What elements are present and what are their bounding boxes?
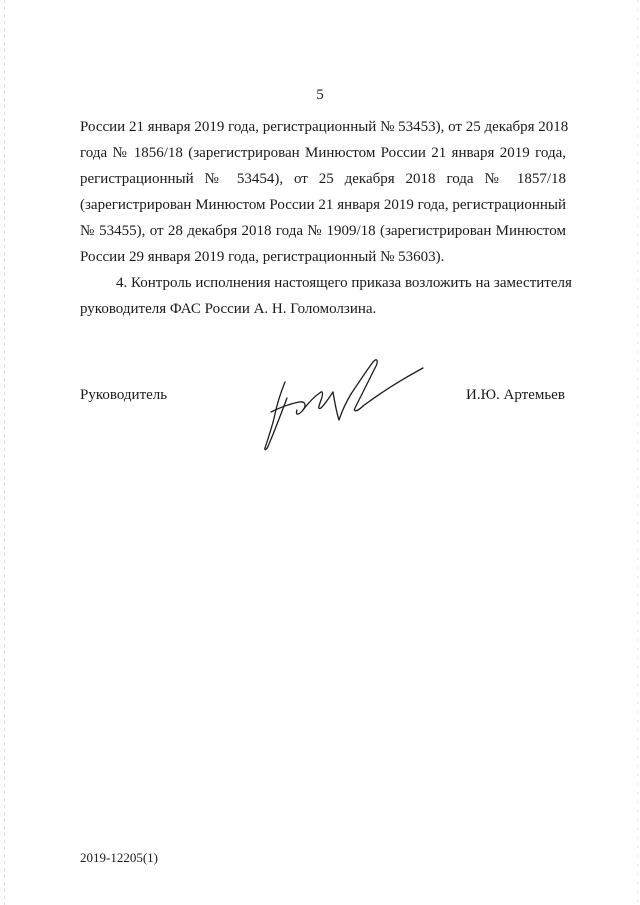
document-code: 2019-12205(1) — [80, 850, 158, 865]
continuation-line-4: (зарегистрирован Минюстом России 21 января 2019 года, регистрационный — [80, 197, 566, 213]
item4-line-1: 4. Контроль исполнения настоящего приказа возложить на заместителя — [116, 275, 572, 291]
signer-name: И.Ю. Артемьев — [466, 387, 565, 403]
scan-edge-right — [637, 0, 638, 905]
continuation-line-3: регистрационный № 53454), от 25 декабря 2018 года № 1857/18 — [80, 171, 566, 187]
continuation-line-5: № 53455), от 28 декабря 2018 года № 1909/18 (зарегистрирован Минюстом — [80, 223, 566, 239]
continuation-line-2: года № 1856/18 (зарегистрирован Минюстом России 21 января 2019 года, — [80, 145, 566, 161]
item4-line-2: руководителя ФАС России А. Н. Голомолзина. — [80, 301, 377, 317]
continuation-line-6: России 29 января 2019 года, регистрационный № 53603). — [80, 249, 445, 265]
body-text — [80, 114, 572, 322]
handwritten-signature — [255, 352, 430, 457]
signer-title: Руководитель — [80, 387, 168, 403]
page-number: 5 — [316, 87, 324, 103]
scan-edge-left — [4, 0, 5, 905]
continuation-line-1: России 21 января 2019 года, регистрационный № 53453), от 25 декабря 2018 — [80, 119, 569, 135]
